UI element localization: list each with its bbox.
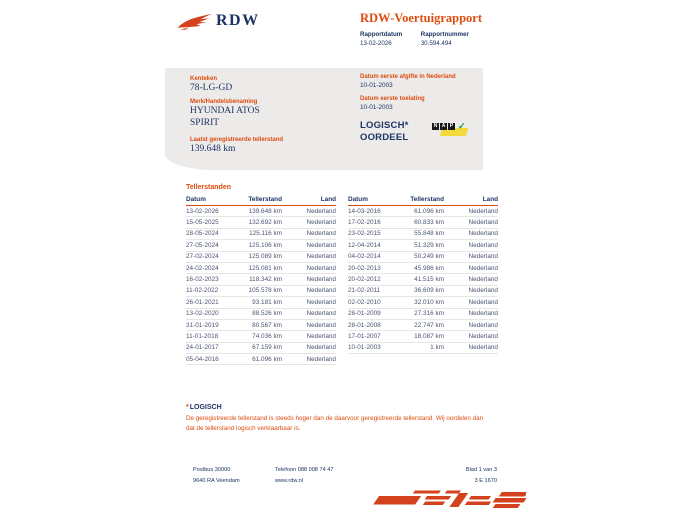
nap-letter-p: P xyxy=(449,123,454,129)
cell-datum: 04-02-2014 xyxy=(348,253,381,261)
cell-tellerstand: 125.089 km xyxy=(248,253,282,261)
table-header-row xyxy=(348,196,498,206)
table-row xyxy=(186,263,336,274)
cell-land: Nederland xyxy=(306,219,336,227)
table-row xyxy=(348,320,498,331)
cell-land: Nederland xyxy=(306,298,336,306)
cell-datum: 20-02-2012 xyxy=(348,276,381,284)
cell-land: Nederland xyxy=(468,241,498,249)
report-number-block xyxy=(421,31,469,47)
cell-tellerstand: 22.747 km xyxy=(414,321,444,329)
cell-datum: 10-01-2003 xyxy=(348,344,381,352)
report-date-block xyxy=(360,31,402,47)
cell-land: Nederland xyxy=(468,310,498,318)
report-number-label: Rapportnummer xyxy=(420,31,469,38)
table-row xyxy=(186,240,336,251)
cell-land: Nederland xyxy=(306,355,336,363)
nap-logo xyxy=(432,123,472,137)
table-row xyxy=(186,229,336,240)
cell-tellerstand: 27.316 km xyxy=(414,310,444,318)
cell-land: Nederland xyxy=(468,344,498,352)
merk-label: Merk/Handelsbenaming xyxy=(190,98,258,105)
footnote-asterisk: * xyxy=(186,404,189,411)
merk-line1: HYUNDAI ATOS xyxy=(190,105,260,116)
report-meta xyxy=(360,31,483,49)
report-date-label: Rapportdatum xyxy=(360,31,403,38)
cell-datum: 24-01-2017 xyxy=(186,344,219,352)
oordeel-line1: LOGISCH* xyxy=(360,120,409,131)
table-row xyxy=(186,354,336,365)
cell-land: Nederland xyxy=(306,321,336,329)
table-row xyxy=(348,297,498,308)
cell-datum: 12-04-2014 xyxy=(348,241,381,249)
cell-land: Nederland xyxy=(306,264,336,272)
cell-land: Nederland xyxy=(468,276,498,284)
cell-land: Nederland xyxy=(468,298,498,306)
table-row xyxy=(348,343,498,354)
cell-datum: 26-01-2021 xyxy=(186,298,219,306)
cell-land: Nederland xyxy=(306,230,336,238)
cell-land: Nederland xyxy=(306,310,336,318)
cell-datum: 11-02-2022 xyxy=(186,287,219,295)
cell-datum: 05-04-2016 xyxy=(186,355,219,363)
nap-check-icon: ✓ xyxy=(458,121,466,131)
report-number-value: 30.594.494 xyxy=(420,40,452,47)
cell-land: Nederland xyxy=(306,241,336,249)
cell-tellerstand: 105.578 km xyxy=(248,287,282,295)
cell-datum: 17-01-2007 xyxy=(348,332,381,340)
cell-land: Nederland xyxy=(468,264,498,272)
cell-tellerstand: 61.096 km xyxy=(414,207,444,215)
table-row xyxy=(186,343,336,354)
cell-datum: 27-02-2024 xyxy=(186,253,219,261)
table-row xyxy=(348,274,498,285)
table-row xyxy=(186,206,336,217)
footer-address-line2: 9640 RA Veendam xyxy=(193,478,240,484)
table-row xyxy=(348,229,498,240)
cell-tellerstand: 55.848 km xyxy=(414,230,444,238)
rdw-logo xyxy=(177,10,213,39)
cell-datum: 13-02-2020 xyxy=(186,310,219,318)
cell-tellerstand: 51.329 km xyxy=(414,241,444,249)
footnote xyxy=(186,404,486,433)
table-row xyxy=(186,274,336,285)
tellerstand-value: 139.648 km xyxy=(190,143,236,154)
table-header-row xyxy=(186,196,336,206)
cell-tellerstand: 32.010 km xyxy=(414,298,444,306)
cell-land: Nederland xyxy=(306,287,336,295)
header-datum: Datum xyxy=(186,196,206,203)
cell-datum: 20-02-2013 xyxy=(348,264,381,272)
cell-tellerstand: 36.609 km xyxy=(414,287,444,295)
cell-tellerstand: 45.986 km xyxy=(414,264,444,272)
cell-land: Nederland xyxy=(468,287,498,295)
footnote-body: De geregistreerde tellerstand is steeds hoger dan de daarvoor geregistreerde tellerstand. Wij oordelen dan dat de tellerstand logisch verklaarbaar is. xyxy=(186,415,484,432)
cell-datum: 31-01-2019 xyxy=(186,321,219,329)
header-tellerstand: Tellerstand xyxy=(248,196,282,203)
cell-tellerstand: 88.526 km xyxy=(252,310,282,318)
cell-datum: 23-02-2015 xyxy=(348,230,381,238)
table-row xyxy=(186,252,336,263)
cell-datum: 27-05-2024 xyxy=(186,241,219,249)
cell-datum: 11-01-2018 xyxy=(186,332,219,340)
kenteken-value: 78-LG-GD xyxy=(190,83,233,93)
header-land: Land xyxy=(482,196,498,203)
cell-tellerstand: 125.081 km xyxy=(248,264,282,272)
table-row xyxy=(186,297,336,308)
cell-land: Nederland xyxy=(306,332,336,340)
cell-tellerstand: 18.087 km xyxy=(414,332,444,340)
merk-line2: SPIRIT xyxy=(190,118,220,128)
cell-datum: 14-03-2016 xyxy=(348,207,381,215)
nap-letter-a: A xyxy=(441,123,446,129)
cell-tellerstand: 41.515 km xyxy=(414,276,444,284)
cell-land: Nederland xyxy=(468,219,498,227)
footer-website: www.rdw.nl xyxy=(275,478,303,484)
table-row xyxy=(348,217,498,228)
table-row xyxy=(348,252,498,263)
footnote-heading-text: LOGISCH xyxy=(189,404,222,411)
cell-tellerstand: 132.692 km xyxy=(248,219,282,227)
table-row xyxy=(186,286,336,297)
tellerstanden-table-left xyxy=(186,196,336,365)
afgifte-value: 10-01-2003 xyxy=(360,82,393,89)
footer-address-line1: Postbus 30000 xyxy=(193,467,231,473)
oordeel-line2: OORDEEL xyxy=(360,132,409,143)
footer-phone: Telefoon 088 008 74 47 xyxy=(275,467,334,473)
cell-datum: 17-02-2016 xyxy=(348,219,381,227)
cell-tellerstand: 125.116 km xyxy=(249,230,282,238)
table-row xyxy=(348,331,498,342)
cell-tellerstand: 80.567 km xyxy=(252,321,282,329)
cell-datum: 02-02-2010 xyxy=(348,298,381,306)
tellerstanden-table-right xyxy=(348,196,498,365)
table-row xyxy=(348,263,498,274)
header-tellerstand: Tellerstand xyxy=(410,196,444,203)
cell-datum: 28-05-2024 xyxy=(186,230,219,238)
header-datum: Datum xyxy=(348,196,368,203)
table-row xyxy=(348,286,498,297)
cell-land: Nederland xyxy=(306,253,336,261)
cell-tellerstand: 74.036 km xyxy=(252,332,282,340)
report-date-value: 13-02-2026 xyxy=(360,40,392,47)
cell-tellerstand: 1 km xyxy=(430,344,444,352)
cell-land: Nederland xyxy=(468,230,498,238)
cell-land: Nederland xyxy=(306,344,336,352)
toelating-value: 10-01-2003 xyxy=(360,104,393,111)
page-footer xyxy=(193,467,497,484)
footnote-heading xyxy=(186,404,486,411)
rdw-logo-text: RDW xyxy=(216,12,260,29)
cell-tellerstand: 93.181 km xyxy=(252,298,282,306)
header-land: Land xyxy=(320,196,336,203)
tellerstanden-heading: Tellerstanden xyxy=(186,184,231,191)
cell-datum: 28-01-2009 xyxy=(348,310,381,318)
cell-tellerstand: 125.106 km xyxy=(248,241,282,249)
cell-tellerstand: 139.648 km xyxy=(248,207,282,215)
footer-page-number: Blad 1 van 3 xyxy=(465,467,497,473)
cell-datum: 13-02-2026 xyxy=(186,207,219,215)
cell-tellerstand: 60.833 km xyxy=(414,219,444,227)
cell-datum: 21-02-2011 xyxy=(348,287,381,295)
cell-datum: 15-05-2025 xyxy=(186,219,219,227)
cell-datum: 16-02-2023 xyxy=(186,276,219,284)
rdw-eagle-icon xyxy=(177,10,213,34)
cell-land: Nederland xyxy=(306,207,336,215)
table-row xyxy=(186,331,336,342)
table-body-right xyxy=(348,206,498,354)
stripes-icon xyxy=(366,489,526,513)
footer-row-2 xyxy=(193,478,497,484)
vehicle-info-panel xyxy=(165,68,483,170)
kenteken-label: Kenteken xyxy=(190,76,218,82)
table-row xyxy=(348,240,498,251)
footer-row-1 xyxy=(193,467,497,473)
cell-datum: 24-02-2024 xyxy=(186,264,219,272)
table-row xyxy=(348,309,498,320)
vehicle-info-left xyxy=(190,76,350,155)
cell-tellerstand: 61.096 km xyxy=(252,355,282,363)
page-title: RDW-Voertuigrapport xyxy=(360,11,482,25)
toelating-label: Datum eerste toelating xyxy=(360,96,425,102)
table-body-left xyxy=(186,206,336,365)
cell-land: Nederland xyxy=(468,207,498,215)
cell-tellerstand: 67.159 km xyxy=(252,344,282,352)
cell-tellerstand: 118.342 km xyxy=(249,276,282,284)
tellerstanden-tables xyxy=(186,196,498,365)
table-row xyxy=(186,217,336,228)
cell-land: Nederland xyxy=(468,321,498,329)
nap-letter-n: N xyxy=(433,123,438,129)
afgifte-label: Datum eerste afgifte in Nederland xyxy=(360,74,456,80)
cell-land: Nederland xyxy=(468,253,498,261)
tellerstand-label: Laatst geregistreerde tellerstand xyxy=(190,136,284,143)
cell-tellerstand: 50.249 km xyxy=(414,253,444,261)
rdw-stripes-graphic xyxy=(366,489,526,514)
cell-land: Nederland xyxy=(468,332,498,340)
table-row xyxy=(186,309,336,320)
footer-form-code: 3 E 1670 xyxy=(474,478,497,484)
table-row xyxy=(348,206,498,217)
cell-land: Nederland xyxy=(306,276,336,284)
table-row xyxy=(186,320,336,331)
cell-datum: 28-01-2008 xyxy=(348,321,381,329)
